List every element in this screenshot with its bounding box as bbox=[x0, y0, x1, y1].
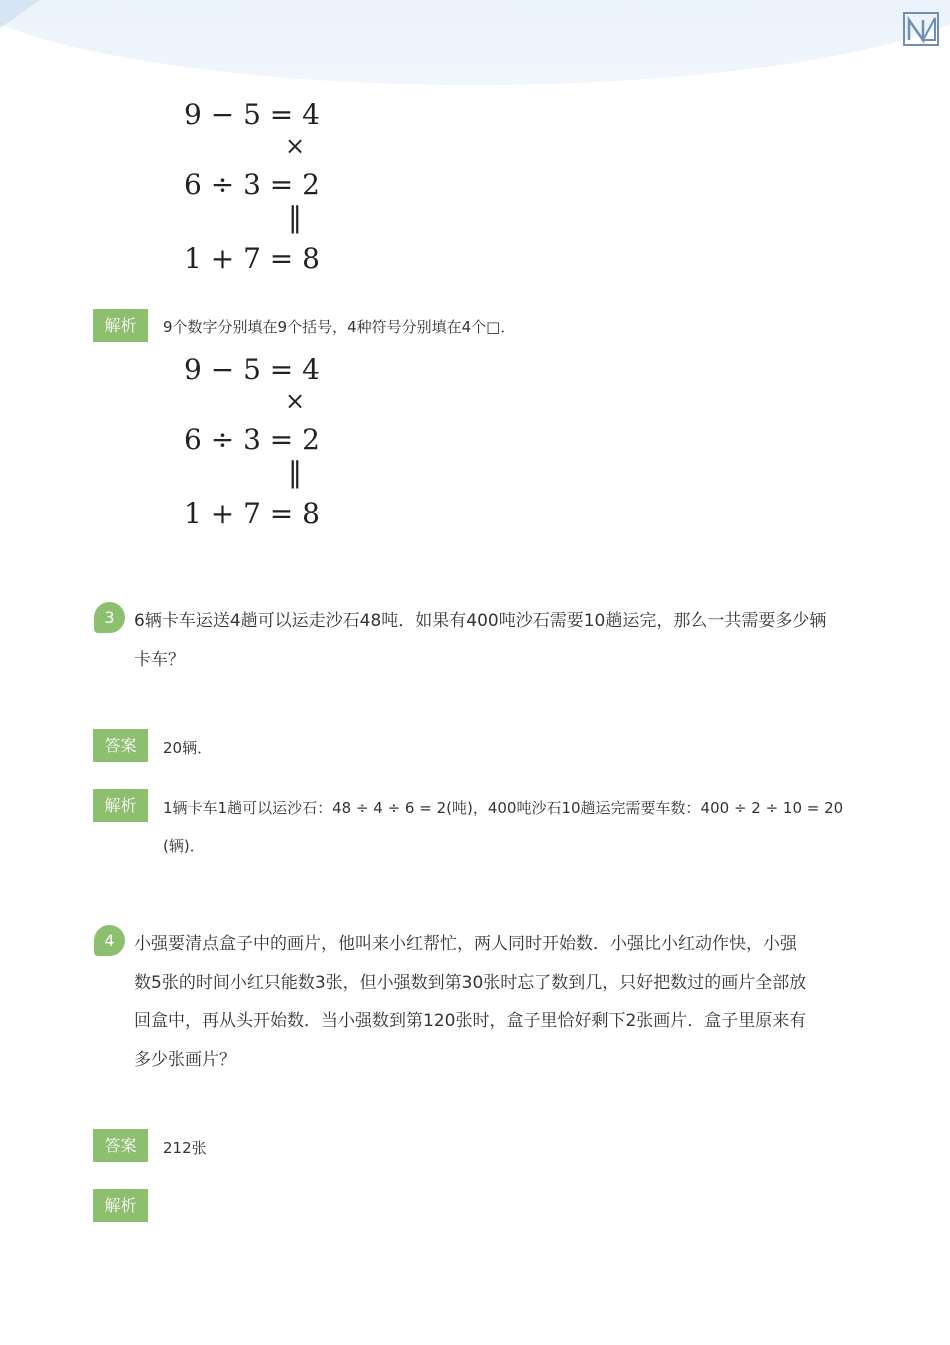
answer-text: 212张 bbox=[163, 1139, 207, 1157]
analysis-tag: 解析 bbox=[93, 309, 148, 342]
equation-row-3: 1 + 7 = 8 bbox=[184, 497, 320, 530]
equation-row-3: 1 + 7 = 8 bbox=[184, 242, 320, 275]
question-line: 小强要清点盒子中的画片，他叫来小红帮忙，两人同时开始数．小强比小红动作快，小强 bbox=[134, 934, 797, 954]
logo-icon bbox=[903, 12, 939, 46]
question-line: 6辆卡车运送4趟可以运走沙石48吨．如果有400吨沙石需要10趟运完，那么一共需要多少辆 bbox=[134, 611, 827, 631]
operator-multiply: × bbox=[285, 387, 306, 415]
equation-row-1: 9 − 5 = 4 bbox=[184, 98, 320, 131]
question-line: 多少张画片？ bbox=[134, 1049, 236, 1070]
operator-parallel: ‖ bbox=[288, 201, 302, 234]
question-4-text bbox=[134, 925, 806, 1079]
answer-text: 20辆． bbox=[163, 739, 213, 757]
analysis-line: (辆)． bbox=[163, 837, 205, 855]
header-banner bbox=[0, 0, 950, 85]
question-line: 回盒中，再从头开始数．当小强数到第120张时，盒子里恰好剩下2张画片．盒子里原来有 bbox=[134, 1011, 807, 1031]
analysis-tag: 解析 bbox=[93, 1189, 148, 1222]
question-line: 数5张的时间小红只能数3张，但小强数到第30张时忘了数到几，只好把数过的画片全部放 bbox=[134, 972, 807, 993]
equation-row-2: 6 ÷ 3 = 2 bbox=[184, 423, 320, 456]
operator-multiply: × bbox=[285, 132, 306, 160]
analysis-text: 9个数字分别填在9个括号，4种符号分别填在4个□． bbox=[163, 318, 516, 336]
operator-parallel: ‖ bbox=[288, 456, 302, 489]
answer-tag: 答案 bbox=[93, 1129, 148, 1162]
header-corner-decoration bbox=[0, 0, 40, 28]
question-3-text bbox=[134, 602, 826, 679]
question-line: 卡车？ bbox=[134, 649, 185, 670]
equation-row-1: 9 − 5 = 4 bbox=[184, 353, 320, 386]
equation-row-2: 6 ÷ 3 = 2 bbox=[184, 168, 320, 201]
analysis-line: 1辆卡车1趟可以运沙石：48 ÷ 4 ÷ 6 = 2(吨)，400吨沙石10趟运完需要车数：400 ÷ 2 ÷ 10 = 20 bbox=[163, 799, 844, 817]
answer-tag: 答案 bbox=[93, 729, 148, 762]
question-number-badge: 3 bbox=[94, 602, 125, 633]
analysis-tag: 解析 bbox=[93, 789, 148, 822]
question-number-badge: 4 bbox=[94, 925, 125, 956]
